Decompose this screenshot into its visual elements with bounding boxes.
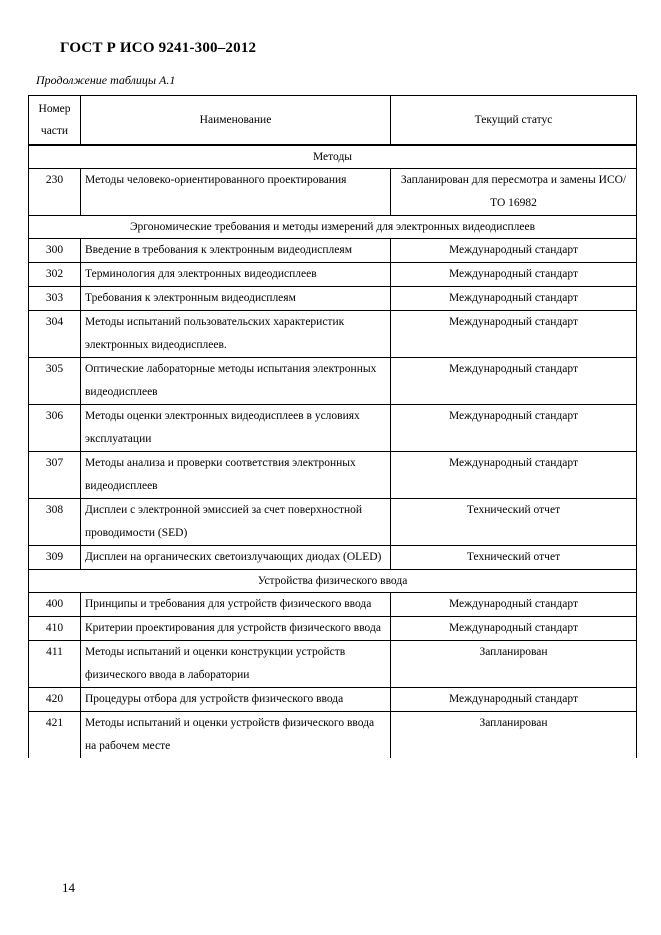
section-row bbox=[29, 570, 637, 593]
section-title: Эргономические требования и методы измерений для электронных видеодисплеев bbox=[29, 216, 637, 239]
table-row bbox=[29, 593, 637, 617]
status-cell: Международный стандарт bbox=[391, 239, 637, 263]
section-row bbox=[29, 145, 637, 169]
table-row bbox=[29, 617, 637, 641]
part-number-cell: 305 bbox=[29, 358, 81, 405]
table-row bbox=[29, 546, 637, 570]
part-number-cell: 411 bbox=[29, 641, 81, 688]
status-cell: Международный стандарт bbox=[391, 263, 637, 287]
table-row bbox=[29, 688, 637, 712]
table-row bbox=[29, 239, 637, 263]
page-number: 14 bbox=[62, 880, 75, 895]
standards-table bbox=[28, 95, 637, 758]
part-number-cell: 304 bbox=[29, 311, 81, 358]
column-header-status: Текущий статус bbox=[391, 96, 637, 146]
table-row bbox=[29, 712, 637, 759]
status-cell: Международный стандарт bbox=[391, 405, 637, 452]
part-name-cell: Критерии проектирования для устройств физического ввода bbox=[81, 617, 391, 641]
part-name-cell: Дисплеи на органических светоизлучающих диодах (OLED) bbox=[81, 546, 391, 570]
part-number-cell: 400 bbox=[29, 593, 81, 617]
part-number-cell: 307 bbox=[29, 452, 81, 499]
part-number-cell: 309 bbox=[29, 546, 81, 570]
status-cell: Запланирован для пересмотра и замены ИСО/ТО 16982 bbox=[391, 169, 637, 216]
table-row bbox=[29, 452, 637, 499]
part-name-cell: Введение в требования к электронным видеодисплеям bbox=[81, 239, 391, 263]
column-header-number: Номер части bbox=[29, 96, 81, 146]
part-name-cell: Процедуры отбора для устройств физического ввода bbox=[81, 688, 391, 712]
section-row bbox=[29, 216, 637, 239]
part-name-cell: Дисплеи с электронной эмиссией за счет поверхностной проводимости (SED) bbox=[81, 499, 391, 546]
part-number-cell: 303 bbox=[29, 287, 81, 311]
table-caption: Продолжение таблицы А.1 bbox=[36, 73, 176, 87]
status-cell: Международный стандарт bbox=[391, 452, 637, 499]
part-name-cell: Оптические лабораторные методы испытания электронных видеодисплеев bbox=[81, 358, 391, 405]
part-name-cell: Принципы и требования для устройств физического ввода bbox=[81, 593, 391, 617]
part-number-cell: 302 bbox=[29, 263, 81, 287]
part-name-cell: Методы оценки электронных видеодисплеев в условиях эксплуатации bbox=[81, 405, 391, 452]
status-cell: Международный стандарт bbox=[391, 287, 637, 311]
status-cell: Технический отчет bbox=[391, 546, 637, 570]
part-name-cell: Методы человеко-ориентированного проектирования bbox=[81, 169, 391, 216]
part-name-cell: Методы анализа и проверки соответствия электронных видеодисплеев bbox=[81, 452, 391, 499]
status-cell: Международный стандарт bbox=[391, 593, 637, 617]
column-header-name: Наименование bbox=[81, 96, 391, 146]
table-row bbox=[29, 358, 637, 405]
section-title: Устройства физического ввода bbox=[29, 570, 637, 593]
table-row bbox=[29, 499, 637, 546]
status-cell: Международный стандарт bbox=[391, 358, 637, 405]
status-cell: Технический отчет bbox=[391, 499, 637, 546]
part-number-cell: 308 bbox=[29, 499, 81, 546]
table-row bbox=[29, 405, 637, 452]
part-number-cell: 420 bbox=[29, 688, 81, 712]
table-row bbox=[29, 311, 637, 358]
status-cell: Международный стандарт bbox=[391, 311, 637, 358]
part-name-cell: Методы испытаний и оценки устройств физического ввода на рабочем месте bbox=[81, 712, 391, 759]
part-number-cell: 306 bbox=[29, 405, 81, 452]
table-body bbox=[29, 145, 637, 758]
part-name-cell: Требования к электронным видеодисплеям bbox=[81, 287, 391, 311]
part-name-cell: Методы испытаний и оценки конструкции устройств физического ввода в лаборатории bbox=[81, 641, 391, 688]
part-name-cell: Методы испытаний пользовательских характеристик электронных видеодисплеев. bbox=[81, 311, 391, 358]
part-number-cell: 421 bbox=[29, 712, 81, 759]
table-row bbox=[29, 263, 637, 287]
table-row bbox=[29, 641, 637, 688]
table-header-row bbox=[29, 96, 637, 146]
document-title: ГОСТ Р ИСО 9241-300–2012 bbox=[60, 40, 257, 56]
status-cell: Запланирован bbox=[391, 712, 637, 759]
part-name-cell: Терминология для электронных видеодисплеев bbox=[81, 263, 391, 287]
table-row bbox=[29, 287, 637, 311]
status-cell: Международный стандарт bbox=[391, 688, 637, 712]
status-cell: Запланирован bbox=[391, 641, 637, 688]
status-cell: Международный стандарт bbox=[391, 617, 637, 641]
section-title: Методы bbox=[29, 145, 637, 169]
part-number-cell: 230 bbox=[29, 169, 81, 216]
table-row bbox=[29, 169, 637, 216]
part-number-cell: 410 bbox=[29, 617, 81, 641]
part-number-cell: 300 bbox=[29, 239, 81, 263]
